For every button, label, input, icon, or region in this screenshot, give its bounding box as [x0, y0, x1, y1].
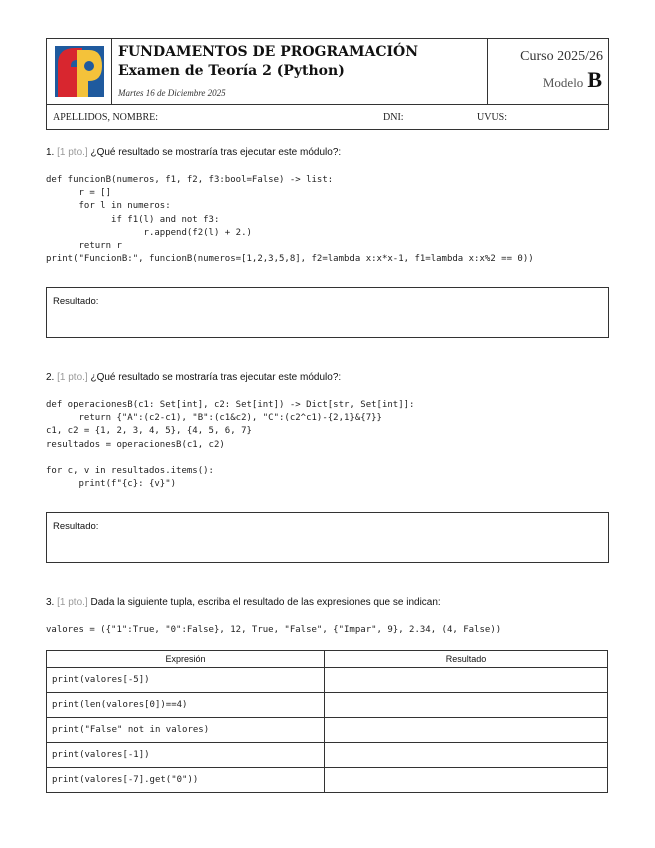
course-cell: [488, 39, 609, 104]
exam-header: [46, 38, 609, 130]
academic-year: Curso 2025/26: [520, 49, 603, 64]
name-field-label: APELLIDOS, NOMBRE:: [53, 112, 159, 123]
student-info-row: [47, 104, 608, 130]
uvus-field-label: UVUS:: [477, 112, 508, 123]
result-cell[interactable]: [325, 768, 608, 793]
question-3-prompt: [46, 597, 441, 608]
question-2-result-box[interactable]: [46, 512, 609, 563]
result-label: Resultado:: [53, 521, 99, 532]
table-row: [47, 668, 608, 693]
question-1-result-box[interactable]: [46, 287, 609, 338]
result-cell[interactable]: [325, 718, 608, 743]
logo-cell: [47, 39, 112, 104]
expression-cell: print(valores[-5]): [47, 668, 325, 693]
question-2-code: def operacionesB(c1: Set[int], c2: Set[int]) -> Dict[str, Set[int]]: return {"A":(c2-c1), "B":(c1&c2), "C":(c2^c1)-{2,1}&{7}} c1, c2 = {1, 2, 3, 4, 5}, {4, 5, 6, 7} resultados = operacionesB(c1, c2) for c, v in resultados.items(): print(f"{c}: {v}"): [46, 400, 415, 490]
model-label: Modelo: [542, 75, 584, 90]
question-number: 1.: [46, 147, 55, 158]
question-points: [1 pto.]: [57, 372, 88, 383]
question-points: [1 pto.]: [57, 597, 88, 608]
result-label: Resultado:: [53, 296, 99, 307]
expression-cell: print(valores[-1]): [47, 743, 325, 768]
exam-title: Examen de Teoría 2 (Python): [118, 63, 345, 79]
expression-cell: print(valores[-7].get("0")): [47, 768, 325, 793]
expression-cell: print("False" not in valores): [47, 718, 325, 743]
exam-date: Martes 16 de Diciembre 2025: [118, 88, 226, 98]
exam-model: [543, 67, 602, 93]
table-row: [47, 768, 608, 793]
table-row: [47, 693, 608, 718]
question-1-prompt: [46, 147, 341, 158]
result-cell[interactable]: [325, 693, 608, 718]
expression-cell: print(len(valores[0])==4): [47, 693, 325, 718]
table-row: [47, 718, 608, 743]
column-header-resultado: Resultado: [325, 651, 608, 668]
title-cell: [112, 39, 488, 104]
result-cell[interactable]: [325, 668, 608, 693]
table-row: [47, 743, 608, 768]
answer-table: [46, 650, 608, 793]
question-points: [1 pto.]: [57, 147, 88, 158]
question-2-prompt: [46, 372, 341, 383]
question-text: ¿Qué resultado se mostraría tras ejecutar este módulo?:: [90, 372, 342, 383]
question-3-code: valores = ({"1":True, "0":False}, 12, True, "False", {"Impar", 9}, 2.34, (4, False)): [46, 625, 502, 635]
question-text: ¿Qué resultado se mostraría tras ejecutar este módulo?:: [90, 147, 342, 158]
table-header-row: [47, 651, 608, 668]
column-header-expresion: Expresión: [47, 651, 325, 668]
question-text: Dada la siguiente tupla, escriba el resultado de las expresiones que se indican:: [90, 597, 441, 608]
model-value: B: [587, 67, 602, 92]
university-logo-icon: [55, 46, 104, 97]
result-cell[interactable]: [325, 743, 608, 768]
question-number: 2.: [46, 372, 55, 383]
course-title: FUNDAMENTOS DE PROGRAMACIÓN: [118, 44, 419, 60]
question-1-code: def funcionB(numeros, f1, f2, f3:bool=False) -> list: r = [] for l in numeros: if f1(l) and not f3: r.append(f2(l) + 2.) return r print("FuncionB:", funcionB(numeros=[1,2,3,5,8], f2=lambda x:x*x-1, f1=lambda x:x%2 == 0)): [46, 175, 534, 265]
dni-field-label: DNI:: [383, 112, 404, 123]
question-number: 3.: [46, 597, 55, 608]
